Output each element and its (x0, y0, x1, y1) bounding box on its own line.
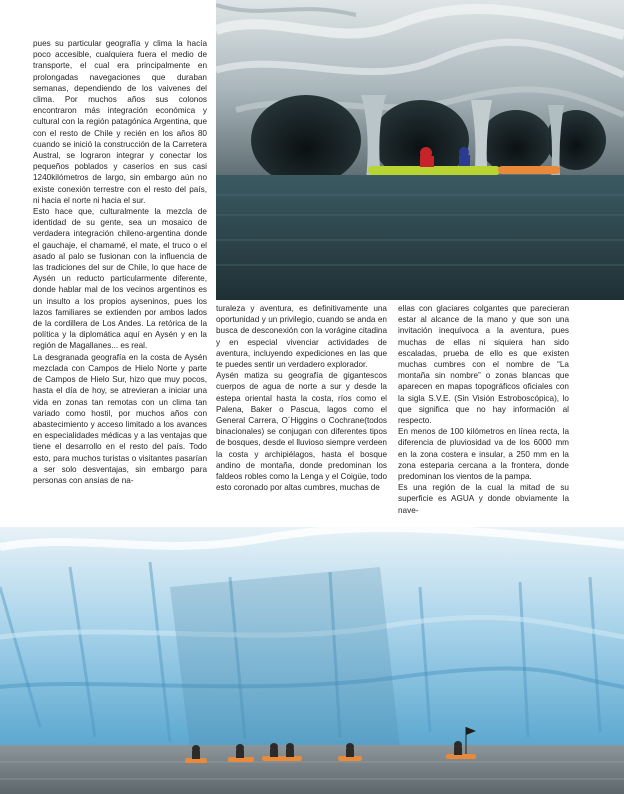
paragraph: Esto hace que, culturalmente la mezcla de identidad de su gente, sea un mosaico de verdadera integración chileno-argentina donde el gauchaje, el chamamé, el mate, el truco o el asado al palo se fusionan con la influencia de las tradiciones del sur de Chile, lo que hace de Aysén un reducto particularmente diferente, donde hablar mal de los vecinos argentinos es un insulto a los propios ayseninos, pues los lazos familiares se extienden por ambos lados de la cordillera de Los Andes. La retórica de la política y la diplomática aquí en Aysén y en la región de Magallanes... es real. (33, 207, 207, 351)
paragraph: ellas con glaciares colgantes que parecieran estar al alcance de la mano y que son una invitación inequívoca a la aventura, pues muchas de ellas ni siquiera han sido escaladas, prueba de ello es que existen muchas cumbres con el nombre de “La montaña sin nombre” o zonas blancas que aparecen en mapas topográficos oficiales con la sigla S.V.E. (Sin Visión Estroboscópica), lo que significa que no hay información al respecto. (398, 304, 569, 426)
paragraph: Aysén matiza su geografía de gigantescos cuerpos de agua de norte a sur y desde la estepa oriental hasta la costa, ríos como el Palena, Baker o Pascua, lagos como el General Carrera, O´Higgins o Cochrane(todos binacionales) se conjugan con diferentes tipos de bosques, desde el lluvioso siempre verdeen la costa y archipiélagos, hasta el bosque andino de montaña, donde predominan los faldeos robles como la Lenga y el Coigüe, todo esto coronado por altas cumbres, muchas de (216, 371, 387, 493)
paragraph: En menos de 100 kilómetros en línea recta, la diferencia de pluviosidad va de los 6000 mm en la zona costera e insular, a 250 mm en la zona esteparia cercana a la frontera, donde predominan los vientos de la pampa. (398, 427, 569, 482)
article-column-3 (398, 303, 569, 516)
paragraph: La desgranada geografía en la costa de Aysén mezclada con Campos de Hielo Norte y parte de Campos de Hielo Sur, hizo que muy pocos, hasta el día de hoy, se atrevieran a iniciar una vida en zonas tan remotas con un clima tan variado como hostil, por muchos años con abastecimiento y acceso limitado a los avances en especialidades médicas y a las ventajas que tiene el desarrollo en el resto del país. Todo esto, para muchos turistas o visitantes pasarían a ser solo desventajas, sin embargo para personas con ansias de na- (33, 352, 207, 485)
marble-caves-photo (216, 0, 624, 300)
glacier-photo (0, 527, 624, 794)
glacier-illustration (0, 527, 624, 794)
article-column-2 (216, 303, 387, 493)
paragraph: Es una región de la cual la mitad de su superficie es AGUA y donde obviamente la nave- (398, 483, 569, 515)
paragraph: pues su particular geografía y clima la hacía poco accesible, cualquiera fuera el medio de transporte, el cual era principalmente en prolongadas navegaciones que duraban semanas, dependiendo de los vaivenes del clima. Por muchos años sus colonos encontraron más integración económica y cultural con la región patagónica Argentina, que con el resto de Chile y recién en los años 80 cuando se inició la construcción de la Carretera Austral, se lograron integrar y conectar los pequeños poblados y caseríos en sus casi 1240kilómetros de largo, sin embargo aún no existe conexión terrestre con el resto del país, ni hacia el norte ni hacia el sur. (33, 39, 207, 205)
paragraph: turaleza y aventura, es definitivamente una oportunidad y un privilegio, cuando se anda en busca de desconexión con la vorágine citadina y en especial vivenciar actividades de aventura, incluyendo expediciones en las que te puedes sentir un verdadero explorador. (216, 304, 387, 370)
marble-caves-illustration (216, 0, 624, 300)
article-column-1 (33, 38, 207, 486)
